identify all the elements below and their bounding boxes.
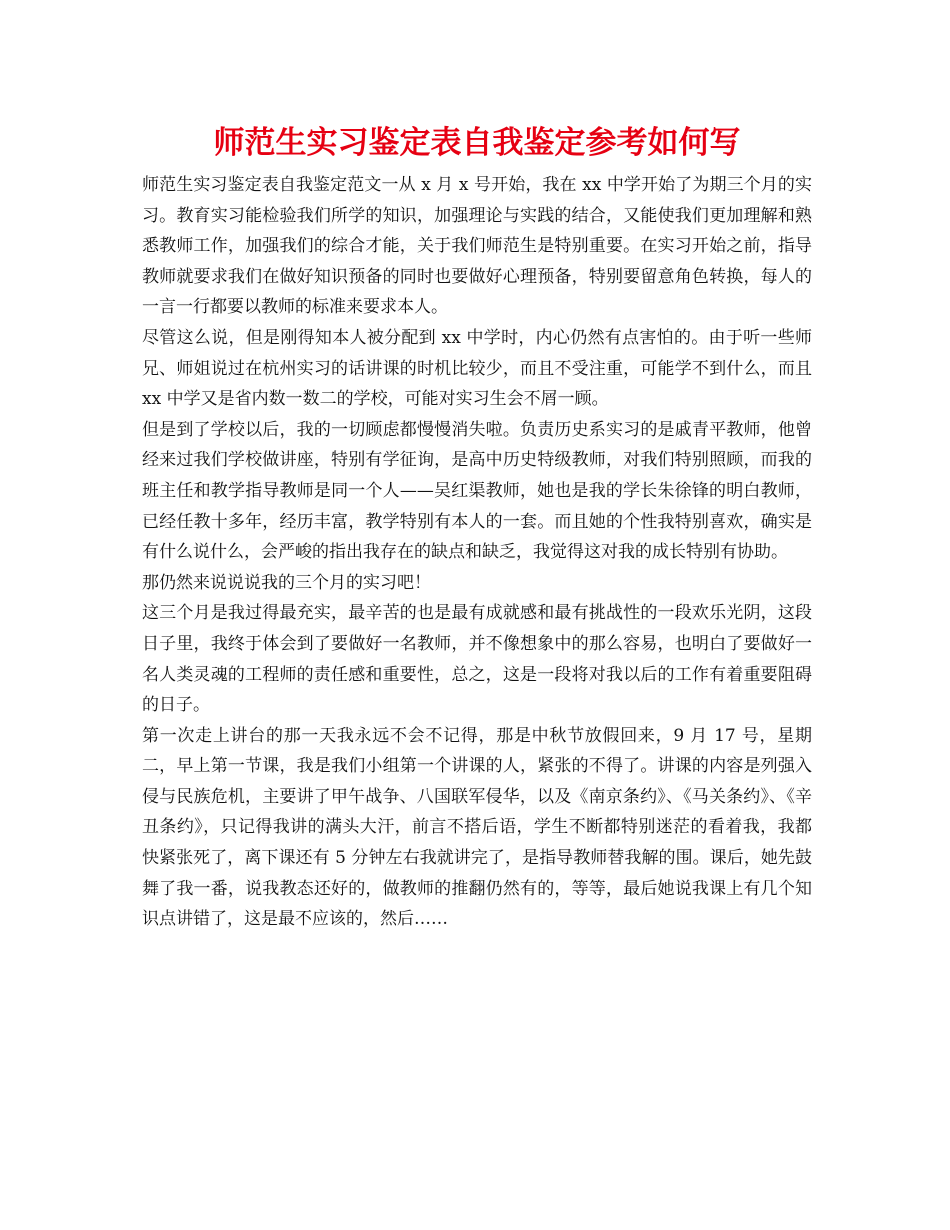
document-page: [142, 118, 812, 935]
paragraph-1: 师范生实习鉴定表自我鉴定范文一从 x 月 x 号开始，我在 xx 中学开始了为期三个月的实习。教育实习能检验我们所学的知识，加强理论与实践的结合，又能使我们更加理解和熟悉教师工作，加强我们的综合才能，关于我们师范生是特别重要。在实习开始之前，指导教师就要求我们在做好知识预备的同时也要做好心理预备，特别要留意角色转换，每人的一言一行都要以教师的标准来要求本人。: [142, 175, 812, 318]
paragraph-3: 但是到了学校以后，我的一切顾虑都慢慢消失啦。负责历史系实习的是戚青平教师，他曾经来过我们学校做讲座，特别有学征询，是高中历史特级教师，对我们特别照顾，而我的班主任和教学指导教师是同一个人——吴红渠教师，她也是我的学长朱徐锋的明白教师，已经任教十多年，经历丰富，教学特别有本人的一套。而且她的个性我特别喜欢，确实是有什么说什么，会严峻的指出我存在的缺点和缺乏，我觉得这对我的成长特别有协助。: [142, 419, 812, 563]
document-title: 师范生实习鉴定表自我鉴定参考如何写: [213, 125, 741, 161]
paragraph-2: 尽管这么说，但是刚得知本人被分配到 xx 中学时，内心仍然有点害怕的。由于听一些师兄、师姐说过在杭州实习的话讲课的时机比较少，而且不受注重，可能学不到什么，而且 xx 中学又是省内数一数二的学校，可能对实习生会不屑一顾。: [142, 327, 812, 410]
paragraph-6: 第一次走上讲台的那一天我永远不会不记得，那是中秋节放假回来，9 月 17 号，星期二，早上第一节课，我是我们小组第一个讲课的人，紧张的不得了。讲课的内容是列强入侵与民族危机，主要讲了甲午战争、八国联军侵华，以及《南京条约》、《马关条约》、《辛丑条约》，只记得我讲的满头大汗，前言不搭后语，学生不断都特别迷茫的看着我，我都快紧张死了，离下课还有 5 分钟左右我就讲完了，是指导教师替我解的围。课后，她先鼓舞了我一番，说我教态还好的，做教师的推翻仍然有的，等等，最后她说我课上有几个知识点讲错了，这是最不应该的，然后……: [142, 725, 812, 930]
document-body: [142, 170, 812, 935]
paragraph-5: 这三个月是我过得最充实，最辛苦的也是最有成就感和最有挑战性的一段欢乐光阴，这段日子里，我终于体会到了要做好一名教师，并不像想象中的那么容易，也明白了要做好一名人类灵魂的工程师的责任感和重要性，总之，这是一段将对我以后的工作有着重要阻碍的日子。: [142, 603, 812, 716]
paragraph-4: 那仍然来说说说我的三个月的实习吧！: [142, 572, 431, 593]
